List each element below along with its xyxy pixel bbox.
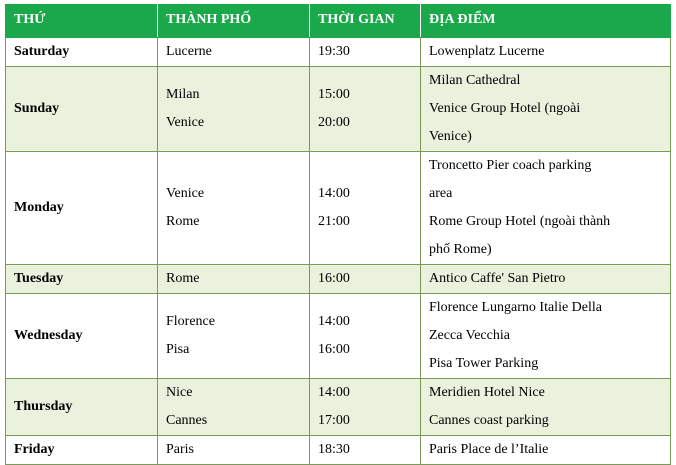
table-row (6, 67, 671, 152)
day-label: Monday (14, 200, 64, 215)
city-cell (158, 152, 310, 265)
city-label: Venice (166, 115, 205, 130)
city-label: Paris (166, 442, 194, 457)
header-time: THỜI GIAN (310, 5, 421, 38)
itinerary-table (5, 4, 671, 465)
city-label: Rome (166, 214, 200, 229)
city-label: Nice (166, 385, 193, 400)
day-cell (6, 152, 158, 265)
day-cell (6, 67, 158, 152)
place-cell (421, 436, 671, 465)
day-label: Wednesday (14, 328, 83, 343)
place-label: Milan Cathedral (429, 73, 521, 88)
table-row (6, 38, 671, 67)
place-cell (421, 294, 671, 379)
place-cell (421, 265, 671, 294)
table-row (6, 294, 671, 379)
place-label: Venice Group Hotel (ngoài (429, 101, 581, 116)
time-label: 16:00 (318, 342, 350, 357)
time-label: 14:00 (318, 385, 350, 400)
day-label: Saturday (14, 44, 70, 59)
city-cell (158, 379, 310, 436)
city-label: Lucerne (166, 44, 212, 59)
day-cell (6, 294, 158, 379)
schedule-container (5, 4, 671, 465)
city-cell (158, 265, 310, 294)
day-cell (6, 379, 158, 436)
time-cell (310, 152, 421, 265)
city-cell (158, 38, 310, 67)
city-label: Milan (166, 87, 200, 102)
place-label: Antico Caffe' San Pietro (429, 271, 566, 286)
place-label: Zecca Vecchia (429, 328, 510, 343)
city-label: Venice (166, 186, 205, 201)
time-cell (310, 436, 421, 465)
table-row (6, 152, 671, 265)
place-cell (421, 379, 671, 436)
table-row (6, 379, 671, 436)
day-label: Tuesday (14, 271, 64, 286)
city-cell (158, 294, 310, 379)
day-cell (6, 38, 158, 67)
time-cell (310, 379, 421, 436)
city-label: Florence (166, 314, 215, 329)
place-label: Meridien Hotel Nice (429, 385, 545, 400)
time-label: 19:30 (318, 44, 350, 59)
header-place: ĐỊA ĐIỂM (421, 5, 671, 38)
place-label: area (429, 186, 453, 201)
table-row (6, 265, 671, 294)
city-label: Cannes (166, 413, 208, 428)
city-label: Rome (166, 271, 200, 286)
time-label: 15:00 (318, 87, 350, 102)
day-cell (6, 265, 158, 294)
place-label: Florence Lungarno Italie Della (429, 300, 602, 315)
day-label: Sunday (14, 101, 60, 116)
place-label: Rome Group Hotel (ngoài thành (429, 214, 611, 229)
place-cell (421, 38, 671, 67)
place-label: Pisa Tower Parking (429, 356, 539, 371)
header-city: THÀNH PHỐ (158, 5, 310, 38)
time-label: 17:00 (318, 413, 350, 428)
day-cell (6, 436, 158, 465)
table-header-row (6, 5, 671, 38)
time-label: 16:00 (318, 271, 350, 286)
time-label: 21:00 (318, 214, 350, 229)
place-cell (421, 67, 671, 152)
table-row (6, 436, 671, 465)
time-cell (310, 294, 421, 379)
city-cell (158, 67, 310, 152)
time-cell (310, 38, 421, 67)
day-label: Thursday (14, 399, 73, 414)
place-label: phố Rome) (429, 242, 492, 257)
header-day: THỨ (6, 5, 158, 38)
place-label: Cannes coast parking (429, 413, 549, 428)
day-label: Friday (14, 442, 55, 457)
time-label: 14:00 (318, 314, 350, 329)
time-label: 18:30 (318, 442, 350, 457)
place-cell (421, 152, 671, 265)
place-label: Paris Place de l’Italie (429, 442, 549, 457)
time-label: 20:00 (318, 115, 350, 130)
city-label: Pisa (166, 342, 190, 357)
time-cell (310, 265, 421, 294)
time-label: 14:00 (318, 186, 350, 201)
place-label: Venice) (429, 129, 472, 144)
time-cell (310, 67, 421, 152)
place-label: Troncetto Pier coach parking (429, 158, 592, 173)
place-label: Lowenplatz Lucerne (429, 44, 545, 59)
city-cell (158, 436, 310, 465)
